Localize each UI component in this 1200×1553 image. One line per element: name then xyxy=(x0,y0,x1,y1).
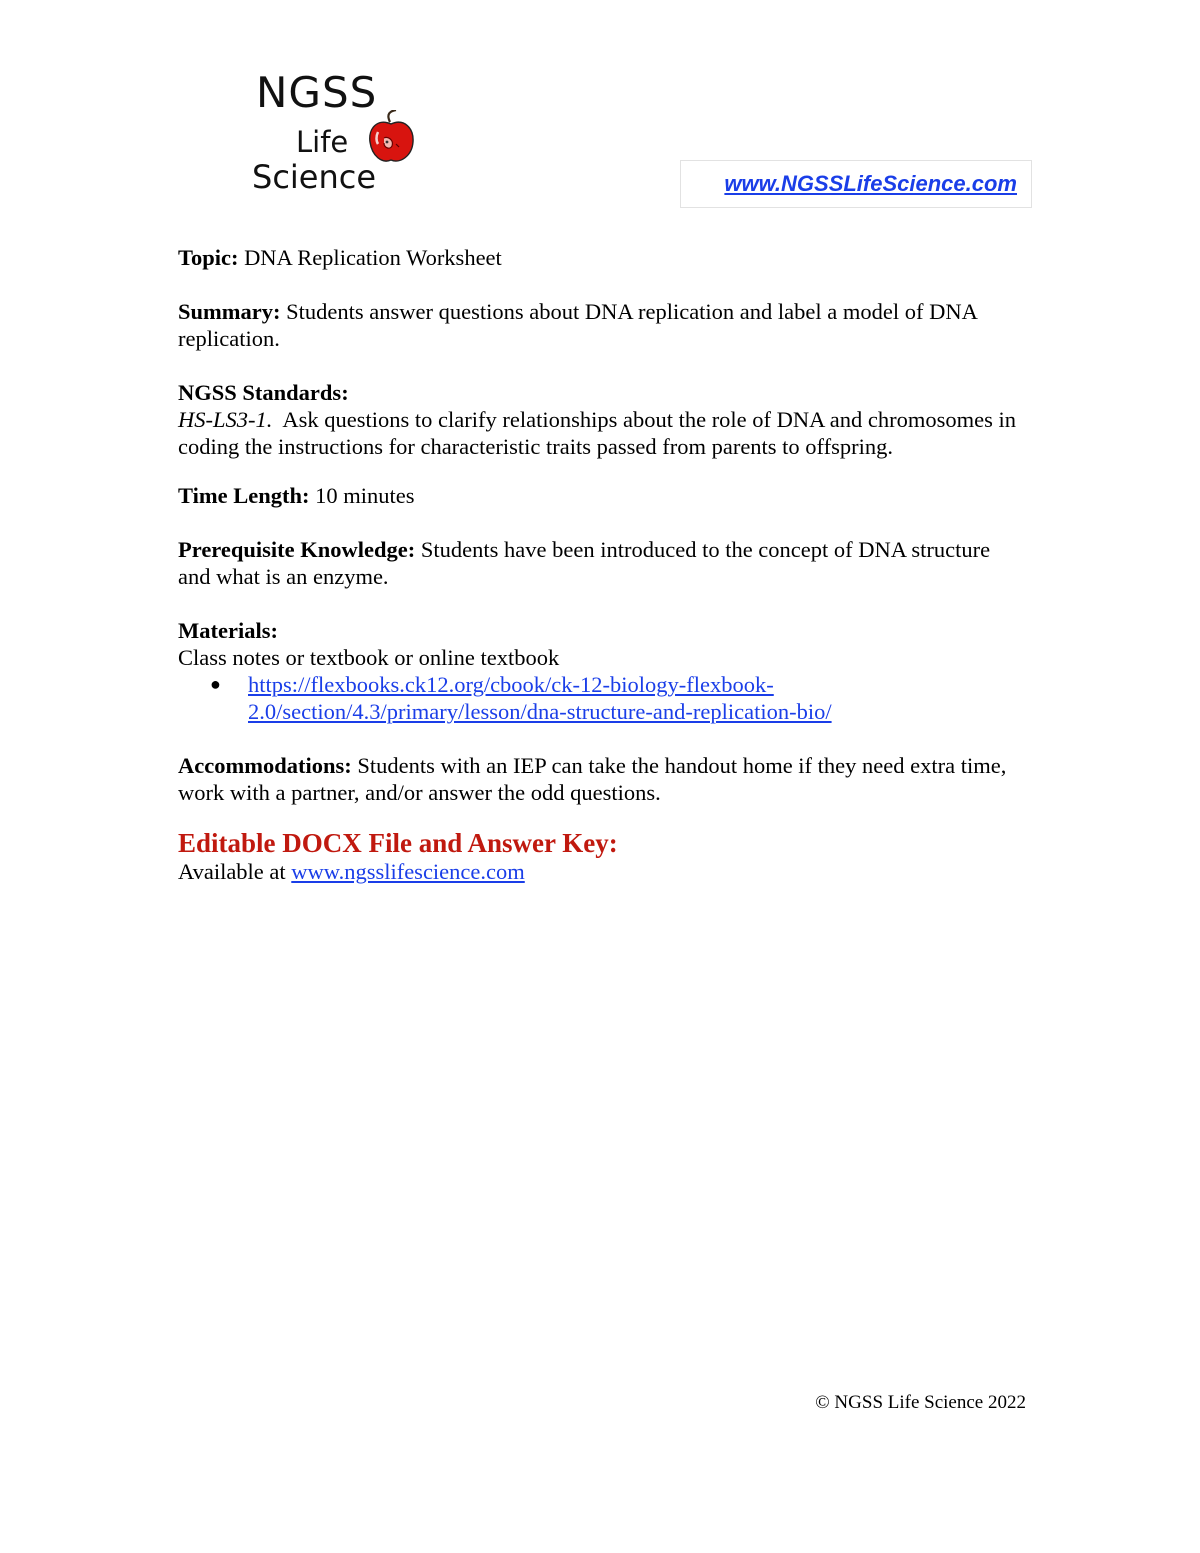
copyright-footer: © NGSS Life Science 2022 xyxy=(815,1392,1026,1413)
materials-list-item xyxy=(178,671,1028,725)
summary-row xyxy=(178,298,1028,352)
materials-link[interactable] xyxy=(248,671,832,725)
website-link[interactable]: www.NGSSLifeScience.com xyxy=(724,171,1017,196)
standards-text: Ask questions to clarify relationships about the role of DNA and chromosomes in coding the instructions for characteristic traits passed from parents to offspring. xyxy=(178,407,1017,459)
apple-icon xyxy=(366,110,416,165)
prerequisite-value: Students have been introduced to the concept of DNA structure and what is an enzyme. xyxy=(178,537,991,589)
summary-value: Students answer questions about DNA replication and label a model of DNA replication. xyxy=(178,299,977,351)
accommodations-row xyxy=(178,752,1028,806)
materials-intro: Class notes or textbook or online textbook xyxy=(178,645,560,670)
prerequisite-row xyxy=(178,536,1028,590)
bullet-icon: ● xyxy=(210,674,221,694)
available-row xyxy=(178,858,1028,885)
topic-value: DNA Replication Worksheet xyxy=(244,245,502,270)
logo-text-life: Life xyxy=(296,125,349,159)
materials-heading-text: Materials: xyxy=(178,618,278,643)
prerequisite-label: Prerequisite Knowledge: xyxy=(178,537,416,562)
website-link-box xyxy=(680,160,1032,208)
logo-text-ngss: NGSS xyxy=(256,68,378,117)
standards-heading-text: NGSS Standards: xyxy=(178,380,349,405)
topic-label: Topic: xyxy=(178,245,239,270)
time-length-label: Time Length: xyxy=(178,483,310,508)
available-link[interactable]: www.ngsslifescience.com xyxy=(291,859,525,884)
available-text: Available at xyxy=(178,859,286,884)
time-length-row xyxy=(178,482,1028,509)
materials-heading xyxy=(178,617,1028,644)
time-length-value: 10 minutes xyxy=(315,483,415,508)
lesson-overview xyxy=(178,244,1028,885)
logo-text-science: Science xyxy=(252,158,377,196)
materials-link-line2: 2.0/section/4.3/primary/lesson/dna-structure-and-replication-bio/ xyxy=(248,699,832,724)
materials-link-line1: https://flexbooks.ck12.org/cbook/ck-12-biology-flexbook- xyxy=(248,672,774,697)
standards-row xyxy=(178,406,1028,460)
summary-label: Summary: xyxy=(178,299,281,324)
topic-row xyxy=(178,244,1028,271)
accommodations-value: Students with an IEP can take the handout home if they need extra time, work with a partner, and/or answer the odd questions. xyxy=(178,753,1007,805)
standards-code: HS-LS3-1. xyxy=(178,407,273,432)
editable-title: Editable DOCX File and Answer Key: xyxy=(178,828,618,858)
accommodations-label: Accommodations: xyxy=(178,753,352,778)
ngss-logo xyxy=(248,68,423,202)
standards-heading xyxy=(178,379,1028,406)
